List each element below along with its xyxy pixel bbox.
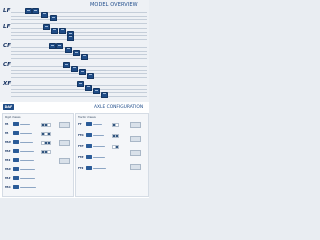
truck-side-icon	[86, 144, 92, 148]
truck-icon	[65, 47, 72, 53]
axle-diagram	[93, 168, 106, 169]
tractor-chassis-panel	[75, 113, 149, 197]
axle-diagram	[93, 157, 105, 158]
truck-icon	[81, 54, 88, 60]
availability-cell	[115, 123, 119, 127]
chassis-thumbnail	[130, 164, 141, 170]
chassis-thumbnail	[59, 158, 70, 164]
axle-diagram	[20, 187, 36, 188]
chassis-thumbnail	[130, 122, 141, 128]
model-block-xf	[2, 81, 147, 99]
axle-diagram	[93, 146, 105, 147]
axle-diagram	[20, 151, 34, 152]
truck-side-icon	[13, 176, 19, 180]
chassis-thumbnail	[59, 122, 70, 128]
axle-diagram	[20, 124, 30, 125]
truck-side-icon	[86, 155, 92, 159]
document-page	[0, 0, 149, 198]
config-code: FAN	[5, 141, 11, 144]
model-code: LF	[3, 24, 11, 30]
truck-side-icon	[13, 140, 19, 144]
axle-diagram	[93, 135, 104, 136]
config-code: FAR	[5, 150, 11, 153]
config-code: FAD	[5, 168, 11, 171]
availability-cell	[47, 150, 51, 154]
truck-side-icon	[13, 122, 19, 126]
availability-cell	[47, 123, 51, 127]
model-block-lf-1	[2, 8, 147, 24]
truck-side-icon	[13, 131, 19, 135]
truck-side-icon	[86, 133, 92, 137]
axle-diagram	[93, 124, 102, 125]
truck-icon	[101, 92, 108, 98]
config-code: FT	[78, 123, 82, 126]
truck-icon	[50, 15, 57, 21]
config-code: FTR	[78, 156, 84, 159]
truck-side-icon	[13, 167, 19, 171]
model-code: XF	[3, 81, 12, 87]
axle-diagram	[20, 178, 35, 179]
truck-icon	[25, 8, 32, 14]
truck-icon	[73, 50, 80, 56]
truck-icon	[93, 88, 100, 94]
axle-diagram	[20, 142, 33, 143]
truck-side-icon	[13, 158, 19, 162]
model-code: LF	[3, 8, 11, 14]
config-code: FTG	[78, 134, 84, 137]
model-block-lf-2	[2, 24, 147, 42]
model-block-cf-2	[2, 62, 147, 80]
chassis-thumbnail	[130, 150, 141, 156]
truck-icon	[87, 73, 94, 79]
config-code: FA	[5, 132, 9, 135]
truck-icon	[79, 69, 86, 75]
availability-cell	[47, 132, 51, 136]
page-title: MODEL OVERVIEW	[90, 2, 138, 8]
truck-icon	[71, 66, 78, 72]
axle-configuration-section	[0, 102, 149, 198]
model-code: CF	[3, 43, 11, 49]
chassis-thumbnail	[59, 140, 70, 146]
truck-icon	[41, 12, 48, 18]
axle-diagram	[20, 160, 34, 161]
truck-icon	[63, 62, 70, 68]
truck-icon	[51, 28, 58, 34]
section-title: AXLE CONFIGURATION	[94, 105, 144, 110]
truck-icon	[43, 24, 50, 30]
brand-logo: DAF	[4, 105, 13, 109]
config-code: FAX	[5, 177, 11, 180]
config-code: FAG	[5, 186, 11, 189]
truck-side-icon	[13, 149, 19, 153]
axle-diagram	[20, 133, 32, 134]
config-code: FTS	[78, 167, 84, 170]
config-code: FA	[5, 123, 9, 126]
availability-cell	[47, 141, 51, 145]
panel-title: Rigid chassis	[5, 116, 21, 119]
truck-icon	[77, 81, 84, 87]
panel-title: Tractor chassis	[78, 116, 96, 119]
truck-icon	[32, 8, 39, 14]
truck-side-icon	[13, 185, 19, 189]
model-block-cf-1	[2, 43, 147, 61]
rigid-chassis-panel	[2, 113, 74, 197]
truck-icon	[56, 43, 63, 49]
axle-diagram	[20, 169, 35, 170]
model-overview-section	[0, 0, 149, 102]
truck-icon	[85, 85, 92, 91]
availability-cell	[115, 145, 119, 149]
truck-icon	[49, 43, 56, 49]
chassis-thumbnail	[130, 136, 141, 142]
truck-icon	[59, 28, 66, 34]
truck-side-icon	[86, 166, 92, 170]
availability-cell	[115, 134, 119, 138]
config-code: FTP	[78, 145, 84, 148]
truck-side-icon	[86, 122, 92, 126]
model-code: CF	[3, 62, 11, 68]
config-code: FAS	[5, 159, 11, 162]
truck-icon	[67, 35, 74, 41]
